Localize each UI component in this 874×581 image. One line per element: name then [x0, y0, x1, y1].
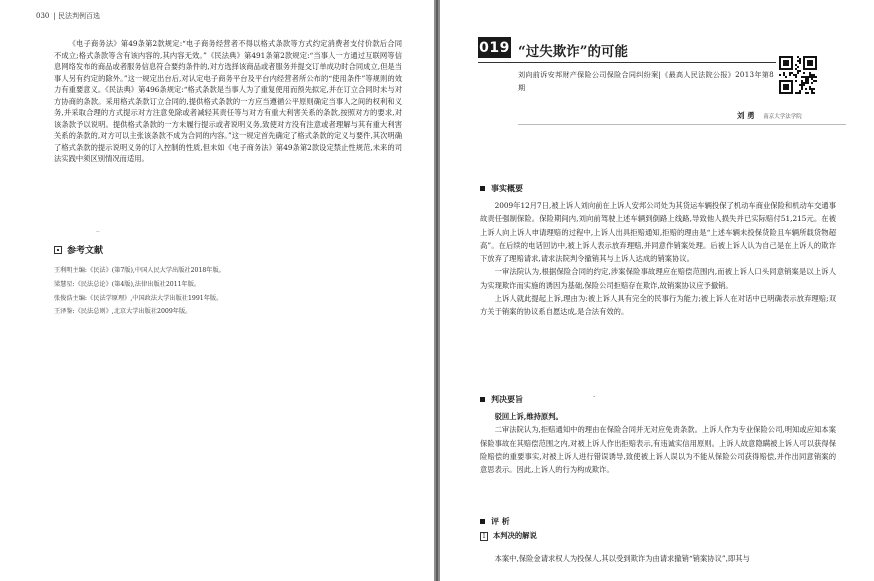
case-subtitle: 刘向前诉安邦财产保险公司保险合同纠纷案|《最高人民法院公报》2013年第8期	[518, 70, 774, 92]
reference-item: 王利明主编:《民法》(第7版),中国人民大学出版社2018年版。	[54, 267, 225, 274]
holding-lead: 驳回上诉,维持原判。	[494, 412, 563, 421]
square-bullet-icon	[480, 519, 485, 524]
paragraph: 上诉人就此提起上诉,理由为:被上诉人具有完全的民事行为能力;被上诉人在对话中已明确表示放弃理赔;双方关于销案的协议系自愿达成,是合法有效的。	[480, 294, 836, 317]
running-head: 030 | 民法判例百选	[36, 12, 100, 20]
scan-artifact: ·	[593, 393, 596, 401]
reference-item: 张俊浩主编:《民法学原理》,中国政法大学出版社1991年版。	[54, 294, 223, 302]
paragraph: 本案中,保险金请求权人为投保人,其以受到欺诈为由请求撤销“销案协议”,即其与	[494, 554, 750, 563]
book-title: 民法判例百选	[57, 12, 100, 20]
section-heading-holding	[480, 394, 523, 405]
section-heading-label: 事实概要	[491, 183, 523, 193]
title-rule	[478, 62, 776, 63]
reference-item: 王泽鉴:《民法总则》,北京大学出版社2009年版。	[54, 308, 192, 316]
author-name: 刘 勇	[737, 111, 755, 120]
body-text	[54, 38, 402, 165]
subsection-heading	[480, 531, 537, 541]
paragraph: 2009年12月7日,被上诉人刘向前在上诉人安邦公司处为其货运车辆投保了机动车商业保险和机动车交通事故责任强制保险。保险期间内,刘向前驾驶上述车辆到倒路上线路,导致他人损失并已实际赔付51,215元。在被上诉人向上诉人申请理赔的过程中,上诉人出具拒赔通知,拒赔的理由是“上述车辆未投保货险且车辆所载货物超高”。在后续的电话回访中,被上诉人表示放弃理赔,并同意作销案处理。后被上诉人认为自己是在上诉人的欺诈下放弃了理赔请求,请求法院判令撤销其与上诉人达成的销案协议。	[480, 201, 836, 264]
references-heading-label: 参考文献	[67, 246, 104, 256]
reference-item: 梁慧星:《民法总论》(第4版),法律出版社2011年版。	[54, 280, 201, 288]
section-heading-commentary	[480, 516, 510, 527]
case-number-badge: 019	[478, 37, 511, 58]
square-bullet-icon	[480, 186, 485, 191]
commentary-text	[480, 552, 836, 565]
section-heading-facts	[480, 183, 523, 194]
body-paragraph: 《电子商务法》第49条第2款规定:“电子商务经营者不得以格式条款等方式约定消费者支付价款后合同不成立;格式条款等含有该内容的,其内容无效。”《民法典》第491条第2款规定:“当事人一方通过互联网等信息网络发布的商品或者服务信息符合要约条件的,对方选择该商品或者服务并提交订单成功时合同成立,但是当事人另有约定的除外。”这一规定出台后,对认定电子商务平台及平台内经营者所公布的“使用条件”等规则的效力有重要意义。《民法典》第496条规定:“格式条款是当事人为了重复使用而预先拟定,并在订立合同时未与对方协商的条款。采用格式条款订立合同的,提供格式条款的一方应当遵循公平原则确定当事人之间的权利和义务,并采取合理的方式提示对方注意免除或者减轻其责任等与对方有重大利害关系的条款,按照对方的要求,对该条款予以说明。提供格式条款的一方未履行提示或者说明义务,致使对方没有注意或者理解与其有重大利害关系的条款的,对方可以主张该条款不成为合同的内容。”这一规定首先确定了格式条款的定义与要件,其次明确了格式条款的提示说明义务的订入控制的性质,但未如《电子商务法》第49条第2款设定禁止性规范,未来的司法实践中须区别情况而适用。	[54, 39, 402, 163]
scan-artifact: ··	[96, 229, 100, 236]
author	[737, 110, 802, 121]
author-affiliation: 南京大学法学院	[763, 114, 802, 120]
case-title: “过失欺诈”的可能	[518, 44, 629, 60]
square-bullet-icon	[480, 397, 485, 402]
page-edge	[436, 0, 438, 581]
qr-code-icon	[779, 56, 817, 94]
right-page	[440, 0, 874, 581]
references-heading	[54, 243, 103, 256]
paragraph: 二审法院认为,拒赔通知中的理由在保险合同并无对应免责条款。上诉人作为专业保险公司,明知或应知本案保险事故在其赔偿范围之内,对被上诉人作出拒赔表示,有违诚实信用原则。上诉人故意隐瞒被上诉人可以获得保险赔偿的重要事实,对被上诉人进行错误诱导,致使被上诉人误以为不能从保险公司获得赔偿,并作出同意销案的意思表示。因此,上诉人的行为构成欺诈。	[480, 425, 836, 475]
section-heading-label: 评 析	[491, 516, 510, 526]
author-rule	[518, 124, 846, 125]
facts-text	[480, 199, 836, 319]
left-page	[0, 0, 434, 581]
holding-text	[480, 410, 836, 476]
subsection-number: 1	[480, 532, 488, 541]
references-list	[54, 264, 225, 319]
book-icon	[54, 246, 62, 254]
subsection-title: 本判决的解说	[493, 531, 537, 540]
page-number: 030	[36, 12, 50, 20]
paragraph: 一审法院认为,根据保险合同的约定,涉案保险事故理应在赔偿范围内,而被上诉人口头同意销案是以上诉人为实现欺诈而实施的诱因为基础,保险公司拒赔存在欺诈,故销案协议应予撤销。	[480, 267, 836, 290]
section-heading-label: 判决要旨	[491, 394, 523, 404]
